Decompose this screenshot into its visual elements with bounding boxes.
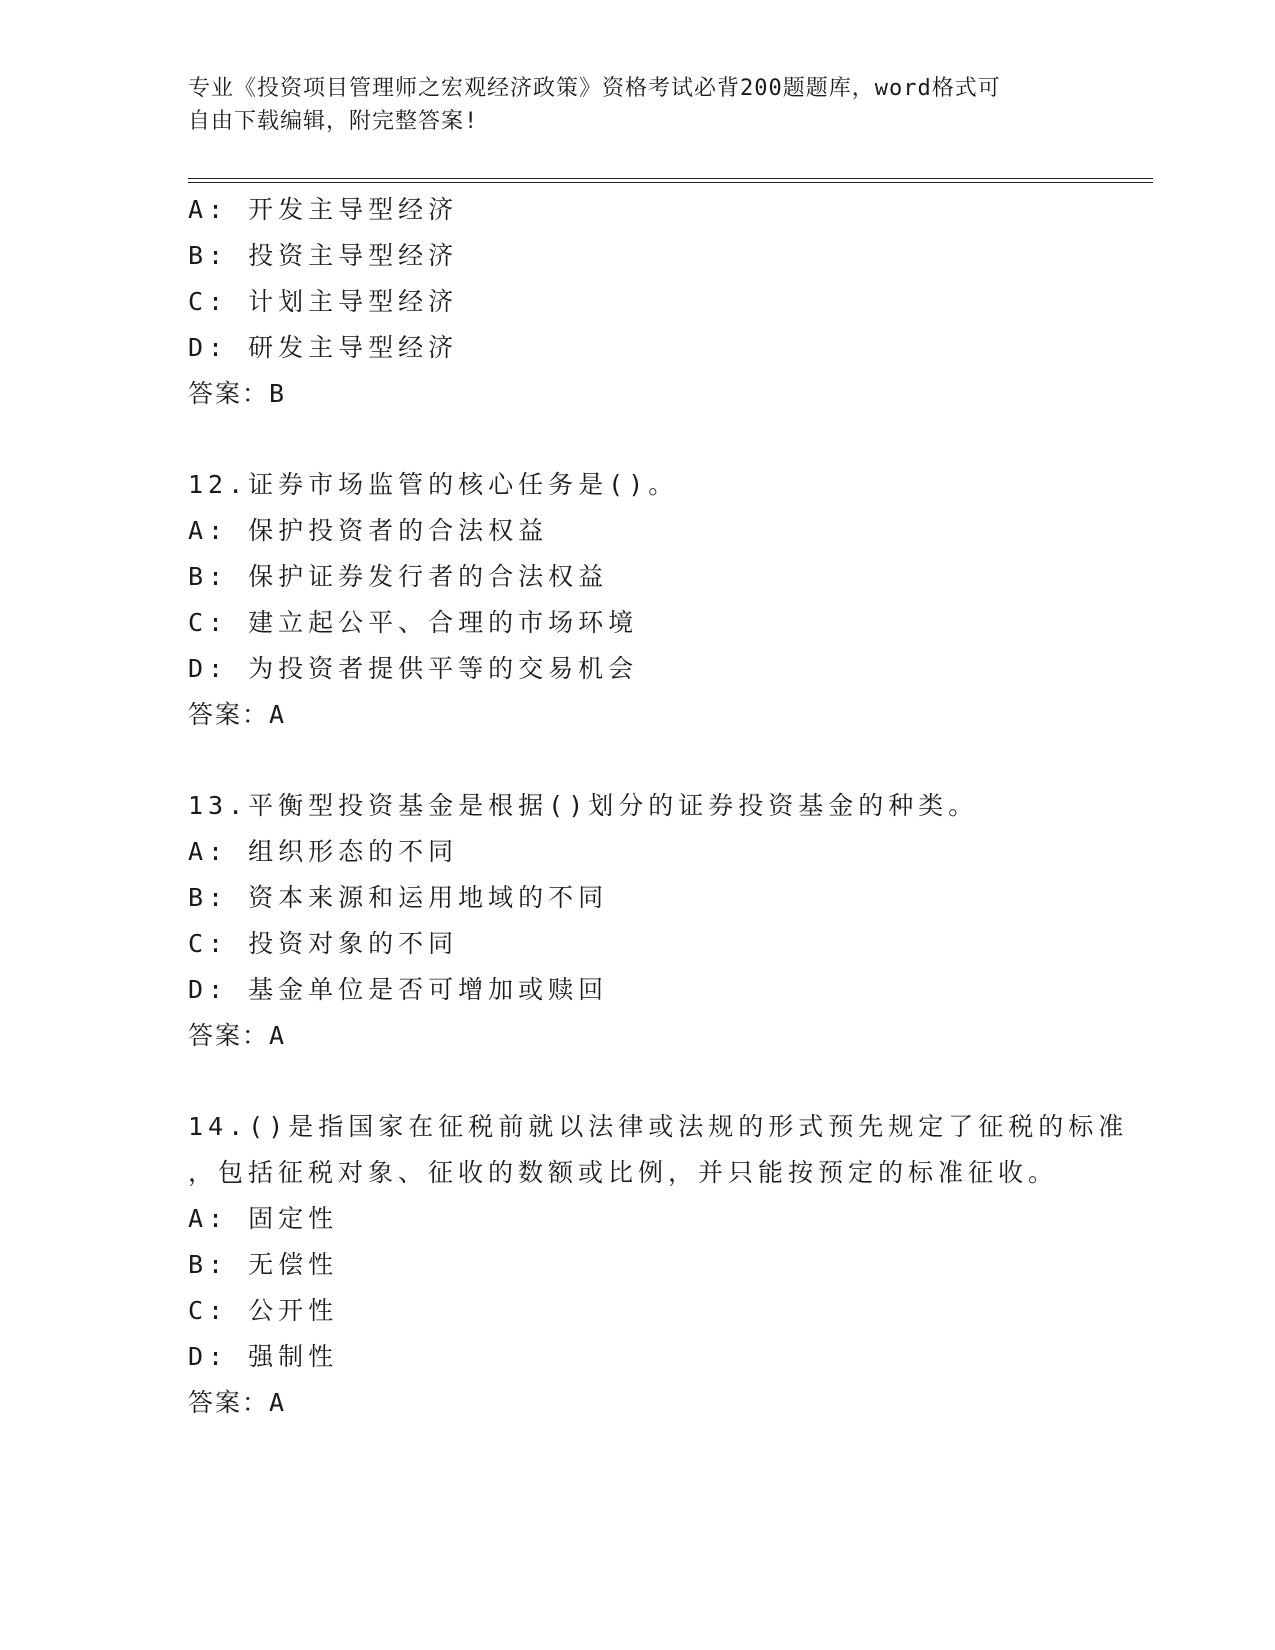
option-a: A: 开发主导型经济 [188,195,459,224]
option-b: B: 投资主导型经济 [188,241,459,270]
question-list [188,187,1129,1426]
header-divider [188,178,1153,183]
spacer [188,1059,1088,1104]
option-c: C: 建立起公平、合理的市场环境 [188,608,639,637]
header-title-line-1: 专业《投资项目管理师之宏观经济政策》资格考试必背200题题库，word格式可 [188,76,1001,101]
option-b: B: 无偿性 [188,1250,339,1279]
answer: 答案：A [188,700,287,729]
spacer [188,417,1088,462]
document-header [188,72,1068,138]
question-12 [188,462,1088,738]
option-d: D: 强制性 [188,1342,339,1371]
option-c: C: 公开性 [188,1296,339,1325]
question-13 [188,783,1088,1059]
option-c: C: 计划主导型经济 [188,287,459,316]
question-14 [188,1104,1129,1426]
answer: 答案：B [188,379,287,408]
option-d: D: 研发主导型经济 [188,333,459,362]
option-a: A: 保护投资者的合法权益 [188,516,549,545]
answer: 答案：A [188,1388,287,1417]
question-11 [188,187,1088,417]
option-a: A: 组织形态的不同 [188,837,459,866]
option-d: D: 为投资者提供平等的交易机会 [188,654,639,683]
header-title-line-2: 自由下载编辑，附完整答案! [188,109,479,134]
option-d: D: 基金单位是否可增加或赎回 [188,975,609,1004]
question-stem: 12.证券市场监管的核心任务是()。 [188,470,679,499]
option-b: B: 保护证券发行者的合法权益 [188,562,609,591]
answer: 答案：A [188,1021,287,1050]
spacer [188,738,1088,783]
question-stem-line-1: 14.()是指国家在征税前就以法律或法规的形式预先规定了征税的标准 [188,1112,1129,1141]
question-stem: 13.平衡型投资基金是根据()划分的证券投资基金的种类。 [188,791,979,820]
question-stem-line-2: ，包括征税对象、征收的数额或比例，并只能按预定的标准征收。 [188,1158,1059,1187]
option-b: B: 资本来源和运用地域的不同 [188,883,609,912]
option-a: A: 固定性 [188,1204,339,1233]
option-c: C: 投资对象的不同 [188,929,459,958]
